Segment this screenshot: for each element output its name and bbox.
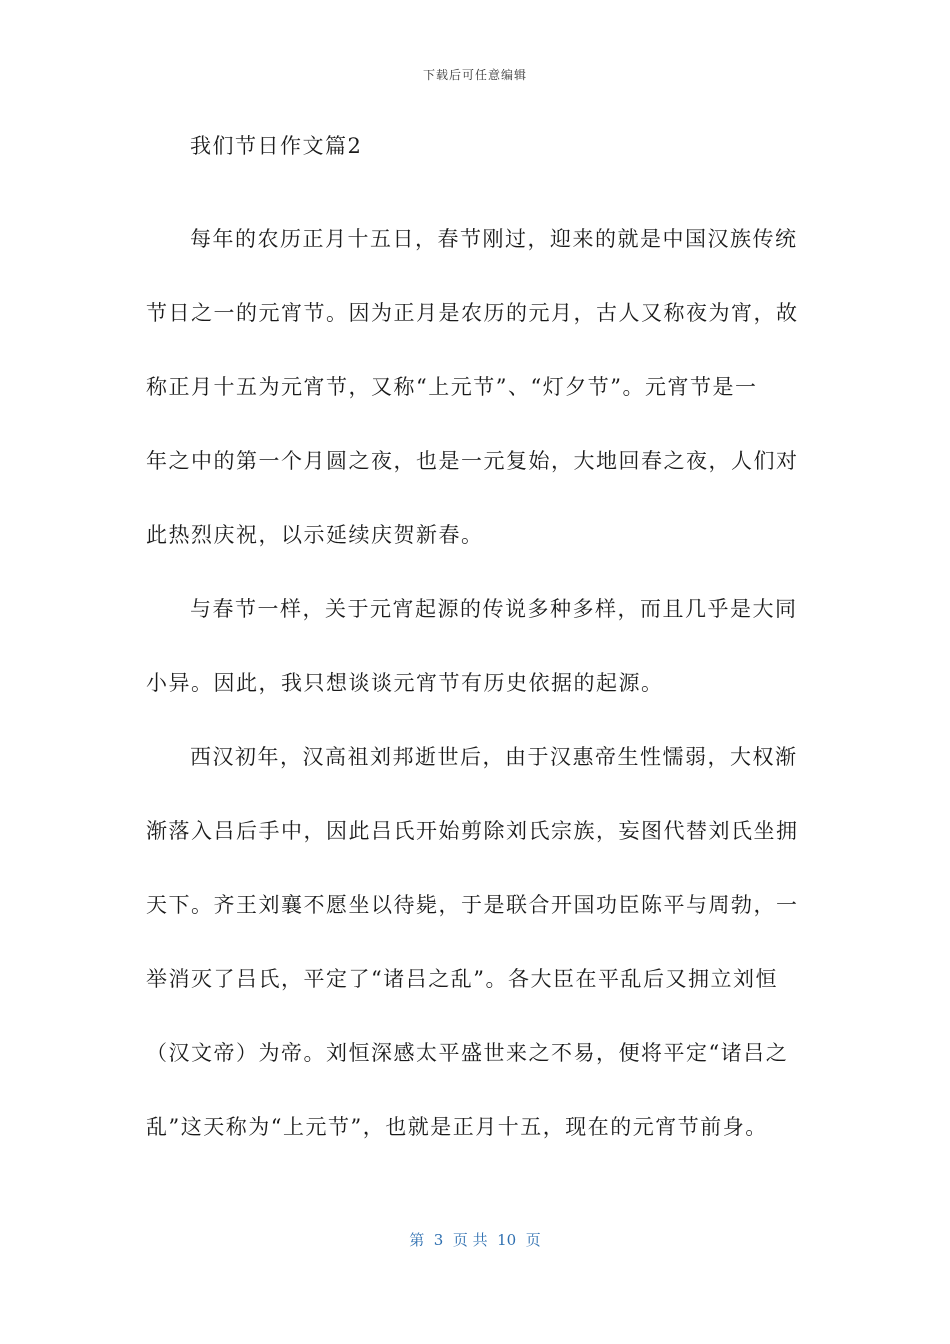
paragraph-line: 西汉初年，汉高祖刘邦逝世后，由于汉惠帝生性懦弱，大权渐	[190, 745, 798, 769]
paragraph-line: 与春节一样，关于元宵起源的传说多种多样，而且几乎是大同	[190, 597, 798, 621]
paragraph-line: 节日之一的元宵节。因为正月是农历的元月，古人又称夜为宵，故	[146, 301, 799, 325]
page-header: 下载后可任意编辑	[422, 68, 527, 82]
paragraph-line: 小异。因此，我只想谈谈元宵节有历史依据的起源。	[146, 671, 664, 695]
paragraph-2	[146, 572, 798, 720]
paragraph-line: 乱”这天称为“上元节”，也就是正月十五，现在的元宵节前身。	[146, 1115, 768, 1139]
paragraph-line: 渐落入吕后手中，因此吕氏开始剪除刘氏宗族，妄图代替刘氏坐拥	[146, 819, 799, 843]
paragraph-line: 举消灭了吕氏，平定了“诸吕之乱”。各大臣在平乱后又拥立刘恒	[146, 967, 778, 991]
paragraph-3	[146, 720, 799, 1164]
paragraph-line: 称正月十五为元宵节，又称“上元节”、“灯夕节”。元宵节是一	[146, 375, 758, 399]
document-title: 我们节日作文篇2	[190, 134, 363, 158]
paragraph-line: 年之中的第一个月圆之夜，也是一元复始，大地回春之夜，人们对	[146, 449, 799, 473]
paragraph-line: （汉文帝）为帝。刘恒深感太平盛世来之不易，便将平定“诸吕之	[146, 1041, 789, 1065]
page-number-footer: 第 3 页 共 10 页	[409, 1231, 541, 1249]
paragraph-line: 此热烈庆祝，以示延续庆贺新春。	[146, 523, 484, 547]
paragraph-line: 每年的农历正月十五日，春节刚过，迎来的就是中国汉族传统	[190, 227, 798, 251]
paragraph-line: 天下。齐王刘襄不愿坐以待毙，于是联合开国功臣陈平与周勃，一	[146, 893, 799, 917]
document-body	[146, 126, 799, 1164]
paragraph-1	[146, 202, 799, 572]
